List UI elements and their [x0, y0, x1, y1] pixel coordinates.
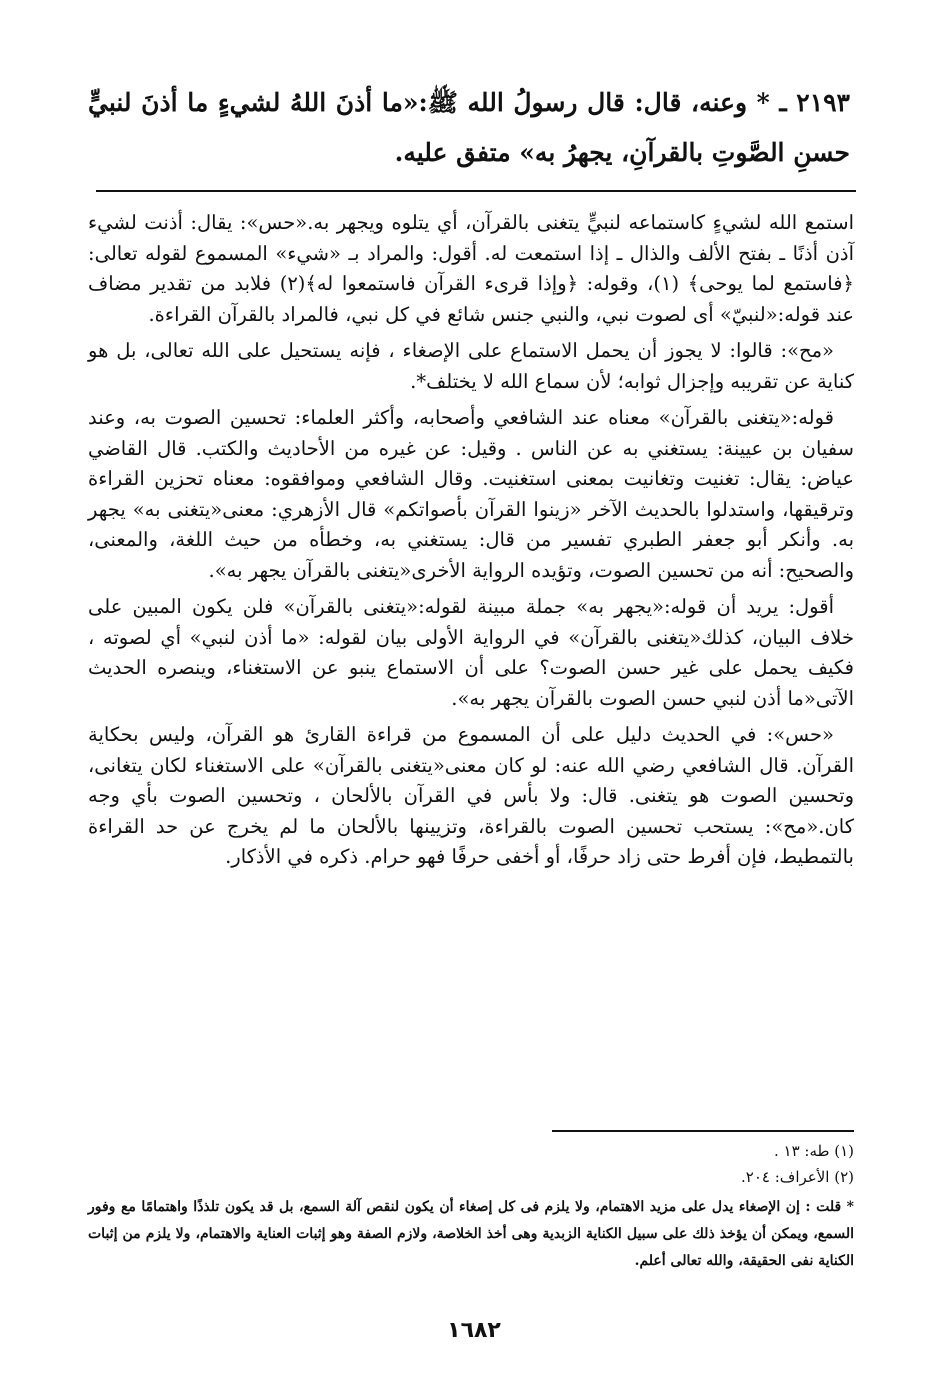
header-divider [96, 190, 856, 192]
footnote-2: (٢) الأعراف: ٢٠٤. [741, 1168, 854, 1186]
hadith-body: ـ * وعنه، قال: قال رسولُ الله ﷺ:«ما أذنَ اللهُ لشيءٍ ما أذنَ لنبيٍّ حسنِ الصَّوتِ بالقرآنِ، يجهرُ به» متفق عليه. [88, 88, 850, 167]
commentary-paragraph-3: قوله:«يتغنى بالقرآن» معناه عند الشافعي وأصحابه، وأكثر العلماء: تحسين الصوت به، وعند سفيان بن عيينة: يستغني به عن الناس . وقيل: عن غيره من الأحاديث والكتب. قال القاضي عياض: يقال: تغنيت وتغانيت بمعنى استغنيت. وقال الشافعي وموافقوه: معناه تحزين القراءة وترقيقها، واستدلوا بالحديث الآخر «زينوا القرآن بأصواتكم» قال الأزهري: معنى«يتغنى به» يجهر به. وأنكر أبو جعفر الطبري تفسير من قال: يستغني به، وخطأه من حيث اللغة، والمعنى، والصحيح: أنه من تحسين الصوت، وتؤيده الرواية الأخرى«يتغنى بالقرآن يجهر به». [88, 406, 854, 582]
footnotes [88, 1138, 854, 1275]
commentary-paragraph-5: «حس»: في الحديث دليل على أن المسموع من قراءة القارئ هو القرآن، وليس بحكاية القرآن. قال الشافعي رضي الله عنه: لو كان معنى«يتغنى بالقرآن» على الاستغناء لكان يتغانى، وتحسين الصوت هو يتغنى. قال: ولا بأس في القرآن بالألحان ، وتحسين الصوت بأي وجه كان.«مح»: يستحب تحسين الصوت بالقراءة، وتزيينها بالألحان ما لم يخرج عن حد القراءة بالتمطيط، فإن أفرط حتى زاد حرفًا، أو أخفى حرفًا فهو حرام. ذكره في الأذكار. [88, 723, 854, 868]
commentary-paragraph-2: «مح»: قالوا: لا يجوز أن يحمل الاستماع على الإصغاء ، فإنه يستحيل على الله تعالى، بل هو كناية عن تقريبه وإجزال ثوابه؛ لأن سماع الله لا يختلف*. [88, 339, 854, 393]
commentary-paragraph-1: استمع الله لشيءٍ كاستماعه لنبيٍّ يتغنى بالقرآن، أي يتلوه ويجهر به.«حس»: يقال: أذنت لشيء آذن أذنًا ـ بفتح الألف والذال ـ إذا استمعت له. أقول: والمراد بـ «شيء» المسموع لقوله تعالى: ﴿فاستمع لما يوحى﴾ (١)، وقوله: ﴿وإذا قرىء القرآن فاستمعوا له﴾(٢) فلابد من تقدير مضاف عند قوله:«لنبيّ» أى لصوت نبي، والنبي جنس شائع في كل نبي، فالمراد بالقرآن القراءة. [88, 211, 854, 326]
footnote-author-note: * قلت : إن الإصغاء يدل على مزيد الاهتمام، ولا يلزم فى كل إصغاء أن يكون لنقص آلة السمع، بل قد يكون تلذذًا واهتمامًا مع وفور السمع، ويمكن أن يؤخذ ذلك على سبيل الكناية الزبدية وهى أخذ الخلاصة، ولازم الصفة وهو إثبات العناية والاهتمام، ولا يلزم من إثبات الكناية نفى الحقيقة، والله تعالى أعلم. [88, 1199, 854, 1269]
hadith-text [88, 78, 850, 178]
commentary-paragraph-4: أقول: يريد أن قوله:«يجهر به» جملة مبينة لقوله:«يتغنى بالقرآن» فلن يكون المبين على خلاف البيان، كذلك«يتغنى بالقرآن» في الرواية الأولى بيان لقوله: «ما أذن لنبي» أي لصوته ، فكيف يحمل على غير حسن الصوت؟ على أن الاستماع ينبو عن الاستغناء، وينصره الحديث الآتى«ما أذن لنبي حسن الصوت بالقرآن يجهر به». [88, 595, 854, 710]
commentary [88, 208, 854, 879]
hadith-number: ٢١٩٣ [796, 88, 850, 117]
page-number: ١٦٨٢ [447, 1318, 501, 1343]
footnote-divider [552, 1130, 854, 1132]
footnote-1: (١) طه: ١٣ . [773, 1142, 854, 1160]
